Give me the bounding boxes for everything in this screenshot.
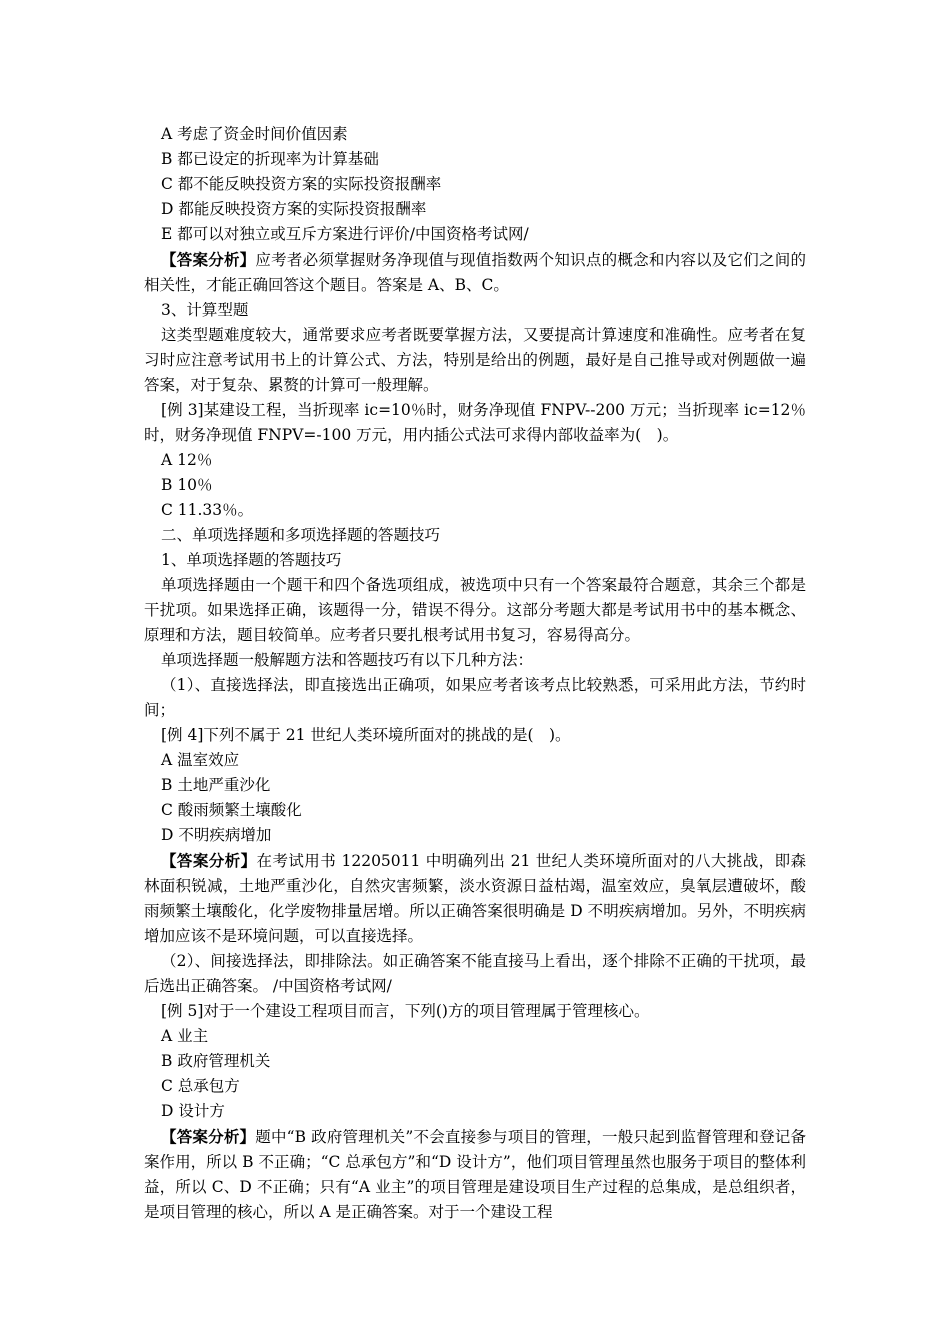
methods-intro-line: 单项选择题一般解题方法和答题技巧有以下几种方法： xyxy=(161,651,534,669)
answer-analysis-1 xyxy=(144,247,806,298)
answer-analysis-2 xyxy=(144,848,806,949)
example-3-option-c: C 11.33％。 xyxy=(161,501,254,519)
example-3-question: [例 3]某建设工程，当折现率 ic=10％时，财务净现值 FNPV--200 万元；当折现率 ic=12％时，财务净现值 FNPV=-100 万元，用内插公式法可求得内部收益率为( )。 xyxy=(144,401,806,444)
section-heading-2: 二、单项选择题和多项选择题的答题技巧 xyxy=(161,526,441,544)
answer-analysis-label: 【答案分析】 xyxy=(161,1127,256,1146)
example-4-question: [例 4]下列不属于 21 世纪人类环境所面对的挑战的是( )。 xyxy=(161,726,571,744)
subsection-heading-1: 1、单项选择题的答题技巧 xyxy=(161,551,342,569)
method-2-paragraph: （2）、间接选择法，即排除法。如正确答案不能直接马上看出，逐个排除不正确的干扰项，最后选出正确答案。 /中国资格考试网/ xyxy=(144,952,806,995)
method-1-paragraph: （1）、直接选择法，即直接选出正确项，如果应考者该考点比较熟悉，可采用此方法，节约时间； xyxy=(144,676,806,719)
example-5-option-d: D 设计方 xyxy=(161,1102,225,1120)
answer-analysis-text: 题中“B 政府管理机关”不会直接参与项目的管理，一般只起到监督管理和登记备案作用，所以 B 不正确；“C 总承包方”和“D 设计方”，他们项目管理虽然也服务于项目的整体利益，所以 C、D 不正确；只有“A 业主”的项目管理是建设项目生产过程的总集成，是总组织者，是项目管理的核心，所以 A 是正确答案。对于一个建设工程 xyxy=(144,1128,806,1221)
example-3-option-b: B 10％ xyxy=(161,476,213,494)
answer-analysis-text: 应考者必须掌握财务净现值与现值指数两个知识点的概念和内容以及它们之间的相关性，才能正确回答这个题目。答案是 A、B、C。 xyxy=(144,251,806,294)
example-4-option-b: B 土地严重沙化 xyxy=(161,776,271,794)
option-b-line: B 都已设定的折现率为计算基础 xyxy=(161,150,379,168)
answer-analysis-label: 【答案分析】 xyxy=(161,250,256,269)
paragraph-single-choice: 单项选择题由一个题干和四个备选项组成，被选项中只有一个答案最符合题意，其余三个都是干扰项。如果选择正确，该题得一分，错误不得分。这部分考题大都是考试用书中的基本概念、原理和方法，题目较简单。应考者只要扎根考试用书复习，容易得高分。 xyxy=(144,576,806,644)
example-3-option-a: A 12％ xyxy=(161,451,213,469)
option-e-line: E 都可以对独立或互斥方案进行评价/中国资格考试网/ xyxy=(161,225,529,243)
example-5-option-c: C 总承包方 xyxy=(161,1077,240,1095)
example-4-option-a: A 温室效应 xyxy=(161,751,240,769)
option-a-line: A 考虑了资金时间价值因素 xyxy=(161,125,348,143)
answer-analysis-3 xyxy=(144,1124,806,1225)
paragraph-calc-intro: 这类型题难度较大，通常要求应考者既要掌握方法，又要提高计算速度和准确性。应考者在复习时应注意考试用书上的计算公式、方法，特别是给出的例题，最好是自己推导或对例题做一遍答案，对于复杂、累赘的计算可一般理解。 xyxy=(144,326,806,394)
document-page xyxy=(144,122,806,1225)
option-c-line: C 都不能反映投资方案的实际投资报酬率 xyxy=(161,175,442,193)
example-5-option-b: B 政府管理机关 xyxy=(161,1052,271,1070)
example-5-option-a: A 业主 xyxy=(161,1027,209,1045)
example-5-question: [例 5]对于一个建设工程项目而言，下列()方的项目管理属于管理核心。 xyxy=(161,1002,650,1020)
answer-analysis-label: 【答案分析】 xyxy=(161,851,257,870)
option-d-line: D 都能反映投资方案的实际投资报酬率 xyxy=(161,200,427,218)
example-4-option-d: D 不明疾病增加 xyxy=(161,826,272,844)
section-heading-calc: 3、计算型题 xyxy=(161,301,249,319)
example-4-option-c: C 酸雨频繁土壤酸化 xyxy=(161,801,302,819)
answer-analysis-text: 在考试用书 12205011 中明确列出 21 世纪人类环境所面对的八大挑战，即森林面积锐减，土地严重沙化，自然灾害频繁，淡水资源日益枯竭，温室效应，臭氧层遭破坏，酸雨频繁土壤酸化，化学废物排量居增。所以正确答案很明确是 D 不明疾病增加。另外，不明疾病增加应该不是环境问题，可以直接选择。 xyxy=(144,852,806,945)
